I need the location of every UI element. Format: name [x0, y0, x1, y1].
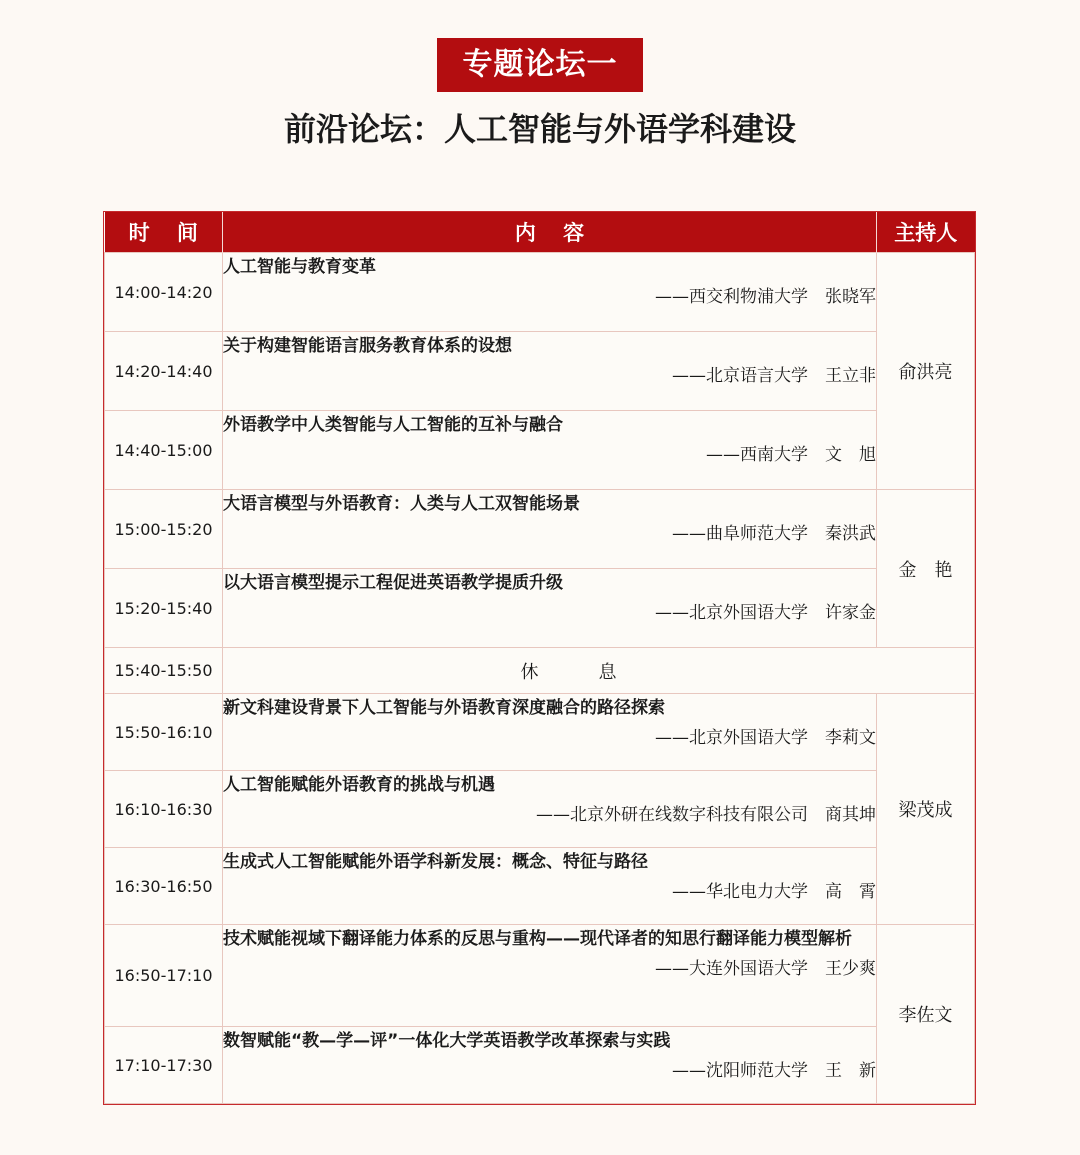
- table-header-row: [105, 212, 975, 253]
- time-cell: 17:10-17:30: [105, 1027, 223, 1104]
- header-content: 内 容: [223, 212, 877, 253]
- talk-topic: 大语言模型与外语教育：人类与人工双智能场景: [223, 494, 580, 514]
- forum-badge: 专题论坛一: [437, 38, 643, 92]
- time-cell: 16:10-16:30: [105, 771, 223, 848]
- host-cell: 李佐文: [877, 925, 975, 1104]
- talk-topic: 人工智能赋能外语教育的挑战与机遇: [223, 775, 495, 795]
- break-row: [105, 648, 975, 694]
- talk-speaker: ——华北电力大学 高 霄: [672, 882, 876, 902]
- talk-speaker: ——北京外国语大学 李莉文: [655, 728, 876, 748]
- talk-speaker: ——沈阳师范大学 王 新: [672, 1061, 876, 1081]
- content-cell: [223, 694, 877, 771]
- table-row: [105, 694, 975, 771]
- talk-topic: 人工智能与教育变革: [223, 257, 376, 277]
- table-row: [105, 490, 975, 569]
- table-row: [105, 1027, 975, 1104]
- talk-topic: 生成式人工智能赋能外语学科新发展：概念、特征与路径: [223, 852, 648, 872]
- talk-speaker: ——西交利物浦大学 张晓军: [655, 287, 876, 307]
- time-cell: 15:20-15:40: [105, 569, 223, 648]
- table-row: [105, 771, 975, 848]
- talk-topic: 技术赋能视域下翻译能力体系的反思与重构——现代译者的知思行翻译能力模型解析: [223, 929, 852, 949]
- break-cell: 休息: [223, 648, 975, 694]
- host-cell: 金 艳: [877, 490, 975, 648]
- content-cell: [223, 848, 877, 925]
- content-cell: [223, 253, 877, 332]
- talk-speaker: ——曲阜师范大学 秦洪武: [672, 524, 876, 544]
- talk-speaker: ——西南大学 文 旭: [706, 445, 876, 465]
- time-cell: 15:00-15:20: [105, 490, 223, 569]
- talk-topic: 关于构建智能语言服务教育体系的设想: [223, 336, 512, 356]
- table-row: [105, 925, 975, 1027]
- table-row: [105, 848, 975, 925]
- talk-topic: 新文科建设背景下人工智能与外语教育深度融合的路径探索: [223, 698, 665, 718]
- host-cell: 梁茂成: [877, 694, 975, 925]
- time-cell: 15:40-15:50: [105, 648, 223, 694]
- talk-topic: 以大语言模型提示工程促进英语教学提质升级: [223, 573, 563, 593]
- host-cell: 俞洪亮: [877, 253, 975, 490]
- table-row: [105, 569, 975, 648]
- talk-speaker: ——北京语言大学 王立非: [672, 366, 876, 386]
- content-cell: [223, 771, 877, 848]
- content-cell: [223, 569, 877, 648]
- talk-topic: 外语教学中人类智能与人工智能的互补与融合: [223, 415, 563, 435]
- time-cell: 16:30-16:50: [105, 848, 223, 925]
- header-host: 主持人: [877, 212, 975, 253]
- header-time: 时 间: [105, 212, 223, 253]
- table-row: [105, 411, 975, 490]
- time-cell: 15:50-16:10: [105, 694, 223, 771]
- table-row: [105, 253, 975, 332]
- page-title: 前沿论坛：人工智能与外语学科建设: [283, 110, 796, 148]
- time-cell: 16:50-17:10: [105, 925, 223, 1027]
- content-cell: [223, 490, 877, 569]
- content-cell: [223, 332, 877, 411]
- content-cell: [223, 1027, 877, 1104]
- time-cell: 14:00-14:20: [105, 253, 223, 332]
- table-row: [105, 332, 975, 411]
- content-cell: [223, 411, 877, 490]
- talk-speaker: ——大连外国语大学 王少爽: [655, 959, 876, 979]
- time-cell: 14:40-15:00: [105, 411, 223, 490]
- time-cell: 14:20-14:40: [105, 332, 223, 411]
- schedule-table: [104, 212, 975, 1104]
- talk-speaker: ——北京外研在线数字科技有限公司 商其坤: [536, 805, 876, 825]
- talk-speaker: ——北京外国语大学 许家金: [655, 603, 876, 623]
- talk-topic: 数智赋能“教—学—评”一体化大学英语教学改革探索与实践: [223, 1031, 671, 1051]
- content-cell: [223, 925, 877, 1027]
